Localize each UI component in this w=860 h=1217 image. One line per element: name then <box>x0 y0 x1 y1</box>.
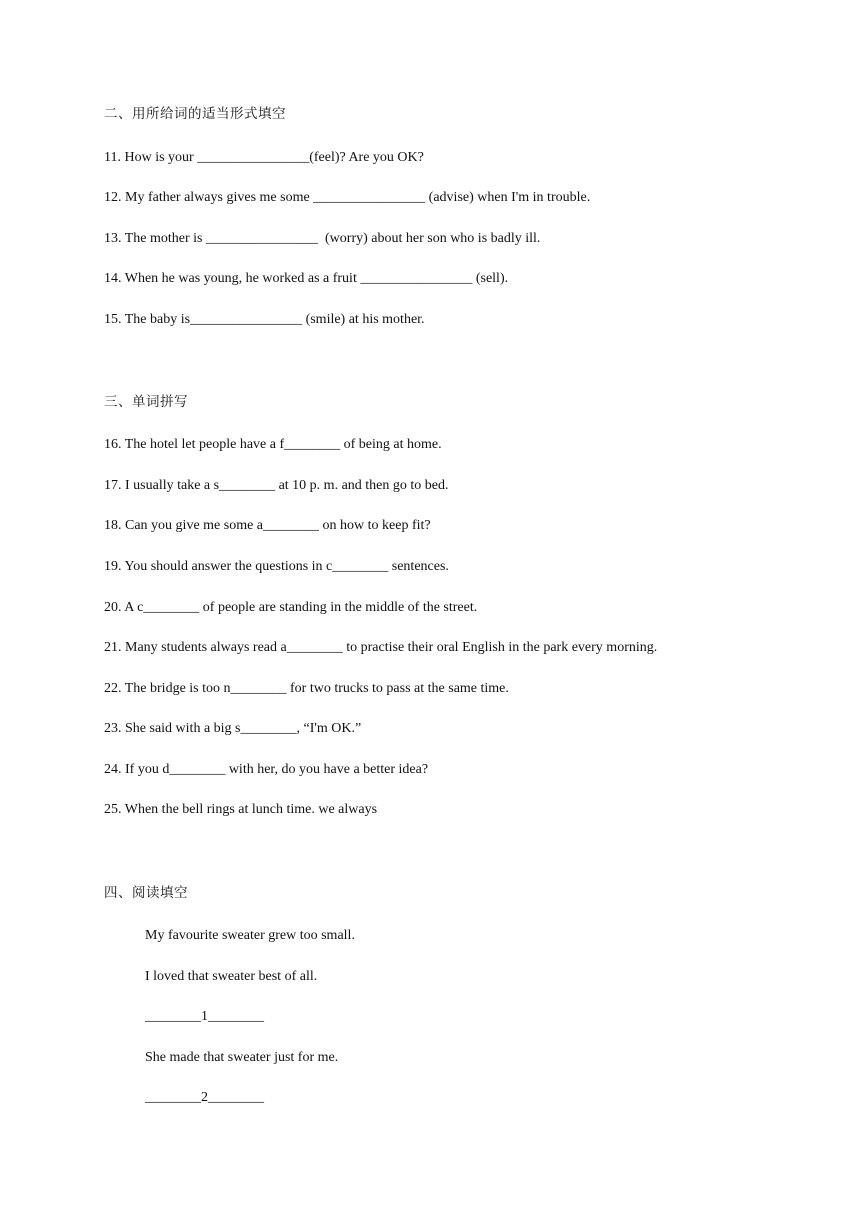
question-11: 11. How is your ________________(feel)? Are you OK? <box>104 150 424 165</box>
question-22: 22. The bridge is too n________ for two trucks to pass at the same time. <box>104 681 509 696</box>
passage-line-1: My favourite sweater grew too small. <box>145 928 355 943</box>
passage-line-2: I loved that sweater best of all. <box>145 969 318 984</box>
question-17: 17. I usually take a s________ at 10 p. m. and then go to bed. <box>104 478 449 493</box>
question-16: 16. The hotel let people have a f________ of being at home. <box>104 437 442 452</box>
passage-blank-1: ________1________ <box>145 1009 264 1024</box>
section-heading-spelling: 三、单词拼写 <box>104 394 188 410</box>
question-14: 14. When he was young, he worked as a fruit ________________ (sell). <box>104 271 509 286</box>
question-23: 23. She said with a big s________, “I'm OK.” <box>104 721 362 736</box>
section-heading-reading-fill: 四、阅读填空 <box>104 885 188 901</box>
question-12: 12. My father always gives me some ________________ (advise) when I'm in trouble. <box>104 190 591 205</box>
passage-line-3: She made that sweater just for me. <box>145 1050 339 1065</box>
question-19: 19. You should answer the questions in c________ sentences. <box>104 559 449 574</box>
question-24: 24. If you d________ with her, do you have a better idea? <box>104 762 429 777</box>
question-25: 25. When the bell rings at lunch time. we always <box>104 802 378 817</box>
question-18: 18. Can you give me some a________ on how to keep fit? <box>104 518 431 533</box>
question-15: 15. The baby is________________ (smile) at his mother. <box>104 312 425 327</box>
question-21: 21. Many students always read a________ to practise their oral English in the park every morning. <box>104 640 658 655</box>
section-heading-fill-in-forms: 二、用所给词的适当形式填空 <box>104 106 286 122</box>
question-13: 13. The mother is ________________ (worry) about her son who is badly ill. <box>104 231 541 246</box>
question-20: 20. A c________ of people are standing in the middle of the street. <box>104 600 478 615</box>
passage-blank-2: ________2________ <box>145 1090 264 1105</box>
